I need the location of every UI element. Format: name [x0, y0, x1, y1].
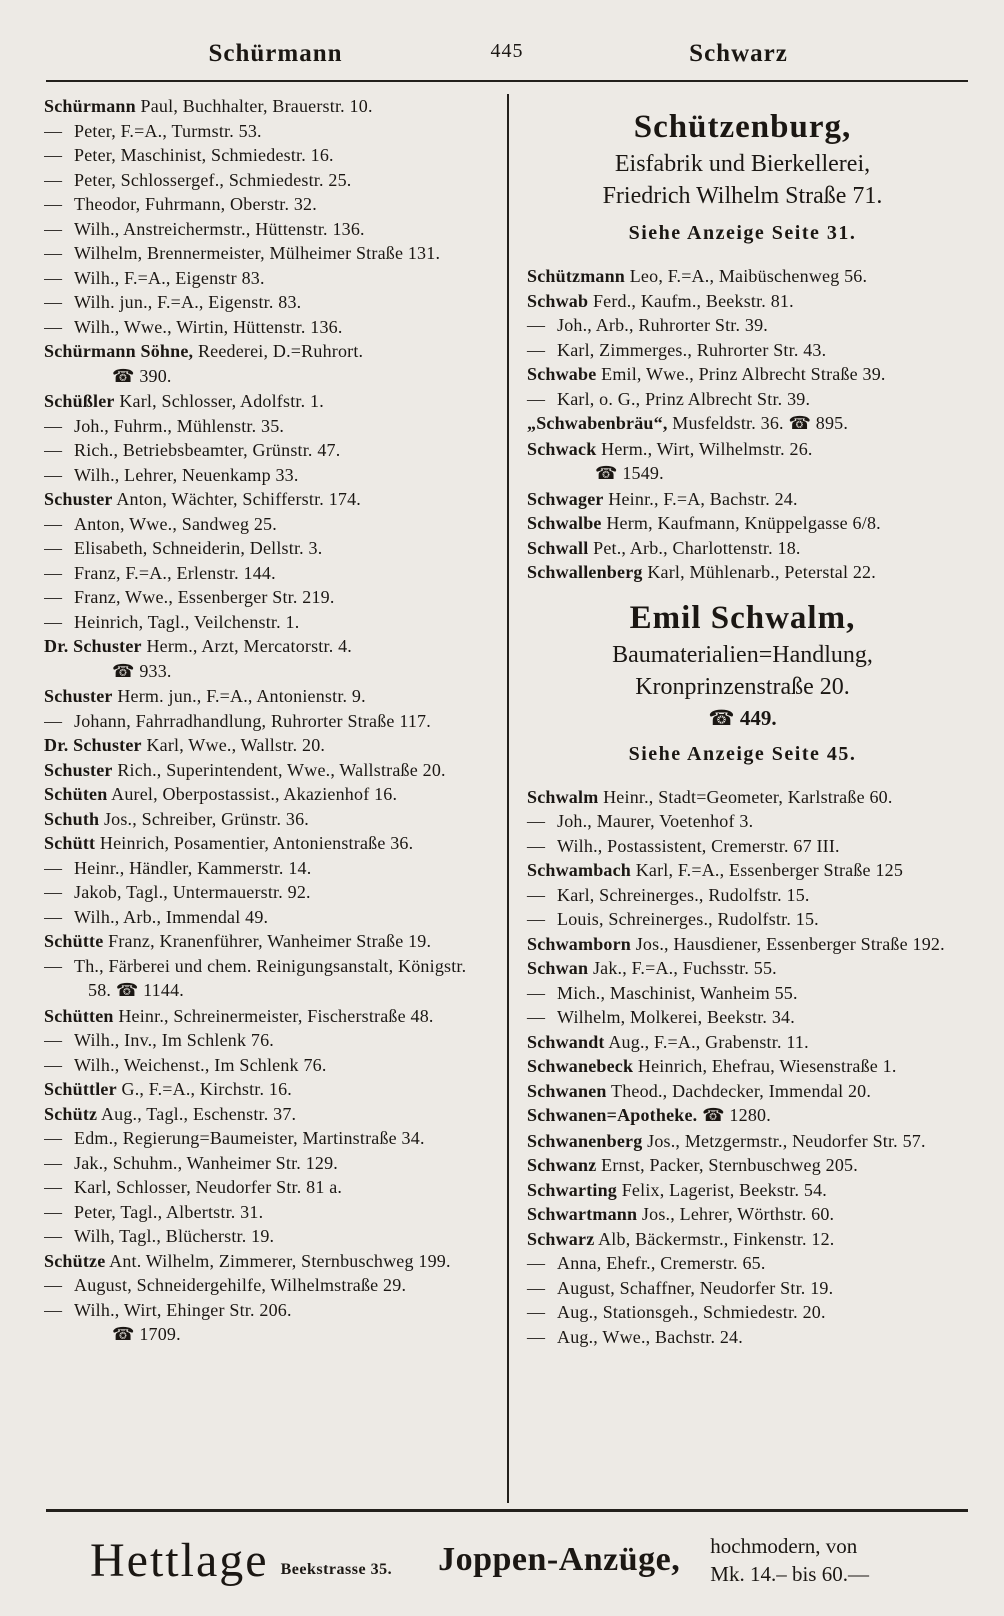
directory-entry: Schwartmann Jos., Lehrer, Wörthstr. 60.: [527, 1204, 835, 1224]
repeat-dash: —: [44, 1054, 63, 1075]
directory-entry: Schwalbe Herm, Kaufmann, Knüppelgasse 6/8.: [527, 513, 881, 533]
directory-entry: — Wilh, Tagl., Blücherstr. 19.: [44, 1224, 467, 1249]
phone-number: ☎ 933.: [112, 660, 172, 682]
entry-surname: Dr. Schuster: [44, 636, 142, 656]
directory-entry: — Joh., Maurer, Voetenhof 3.: [527, 809, 958, 834]
directory-entry: — Heinr., Händler, Kammerstr. 14.: [44, 856, 467, 881]
repeat-dash: —: [44, 857, 63, 878]
header-keyword-left: Schürmann: [208, 40, 343, 67]
telephone-icon: ☎: [708, 705, 735, 730]
phone-number: ☎ 1144.: [115, 980, 184, 1001]
directory-entry: Schwanz Ernst, Packer, Sternbuschweg 205.: [527, 1155, 858, 1175]
entry-surname: Schwanen=Apotheke.: [527, 1105, 698, 1125]
entry-surname: Schüßler: [44, 391, 115, 411]
directory-entry: — Louis, Schreinerges., Rudolfstr. 15.: [527, 907, 958, 932]
directory-entry: — Aug., Wwe., Bachstr. 24.: [527, 1325, 958, 1350]
repeat-dash: —: [44, 292, 63, 312]
header-keyword-right: Schwarz: [689, 40, 788, 67]
entry-surname: Schuster: [44, 686, 113, 706]
directory-entry: — Peter, F.=A., Turmstr. 53.: [44, 119, 467, 144]
directory-entry: Schüttler G., F.=A., Kirchstr. 16.: [44, 1079, 293, 1099]
ad-line-tel: ☎ 449.: [708, 705, 777, 730]
ad-line-sub: Kronprinzenstraße 20.: [635, 673, 850, 700]
directory-entry: — Jak., Schuhm., Wanheimer Str. 129.: [44, 1151, 467, 1176]
repeat-dash: —: [44, 955, 63, 976]
repeat-dash: —: [44, 169, 63, 190]
page-number: 445: [490, 40, 524, 62]
repeat-dash: —: [44, 513, 63, 534]
phone-number: ☎ 895.: [788, 413, 849, 434]
entry-surname: Schuster: [44, 759, 113, 780]
entry-surname: Schwartmann: [527, 1204, 638, 1224]
repeat-dash: —: [44, 145, 63, 165]
directory-entry: [527, 1103, 958, 1129]
directory-entry: Schwanen Theod., Dachdecker, Immendal 20.: [527, 1080, 872, 1101]
entry-surname: Schüttler: [44, 1079, 117, 1099]
repeat-dash: —: [44, 906, 63, 927]
repeat-dash: —: [44, 1030, 63, 1050]
directory-entry: — Franz, Wwe., Essenberger Str. 219.: [44, 585, 467, 610]
repeat-dash: —: [527, 835, 546, 856]
directory-entry: — Wilh., Postassistent, Cremerstr. 67 III.: [527, 834, 958, 859]
directory-column-left: [44, 94, 507, 1503]
telephone-icon: ☎: [702, 1105, 725, 1126]
directory-entry: Schütt Heinrich, Posamentier, Antonienstraße 36.: [44, 833, 414, 853]
repeat-dash: —: [44, 1152, 63, 1173]
directory-entry: — August, Schaffner, Neudorfer Str. 19.: [527, 1276, 958, 1301]
telephone-icon: ☎: [112, 660, 135, 682]
repeat-dash: —: [527, 1302, 546, 1322]
entry-surname: Schürmann: [44, 96, 136, 116]
directory-entry: — Wilhelm, Molkerei, Beekstr. 34.: [527, 1005, 958, 1030]
telephone-icon: ☎: [595, 463, 618, 484]
repeat-dash: —: [44, 611, 63, 632]
entry-surname: Schwarting: [527, 1179, 618, 1200]
directory-entry: Schwarting Felix, Lagerist, Beekstr. 54.: [527, 1179, 827, 1200]
phone-number: ☎ 1709.: [112, 1324, 181, 1345]
repeat-dash: —: [527, 884, 546, 905]
directory-entry: — Edm., Regierung=Baumeister, Martinstraße 34.: [44, 1126, 467, 1151]
ad-line-sub: Friedrich Wilhelm Straße 71.: [602, 183, 883, 209]
repeat-dash: —: [44, 440, 63, 460]
directory-entry: — Wilh., Arb., Immendal 49.: [44, 905, 467, 930]
footer-price-line2: Mk. 14.– bis 60.—: [710, 1562, 869, 1586]
directory-entry: Schuster Herm. jun., F.=A., Antonienstr. 9.: [44, 686, 366, 706]
directory-entry: Schuster Anton, Wächter, Schifferstr. 174.: [44, 489, 361, 509]
entry-surname: Schwall: [527, 537, 589, 558]
directory-entry: — Peter, Schlossergef., Schmiedestr. 25.: [44, 168, 467, 193]
directory-entry: Schuster Rich., Superintendent, Wwe., Wallstraße 20.: [44, 759, 446, 780]
directory-entry: — Aug., Stationsgeh., Schmiedestr. 20.: [527, 1300, 958, 1325]
repeat-dash: —: [44, 1128, 63, 1148]
directory-entry: — Wilhelm, Brennermeister, Mülheimer Straße 131.: [44, 241, 467, 266]
directory-entry: — Jakob, Tagl., Untermauerstr. 92.: [44, 880, 467, 905]
entry-surname: Schwarz: [527, 1228, 595, 1249]
repeat-dash: —: [44, 562, 63, 583]
directory-entry: — Karl, Zimmerges., Ruhrorter Str. 43.: [527, 338, 958, 363]
directory-entry: — Anton, Wwe., Sandweg 25.: [44, 512, 467, 537]
directory-entry: Schwall Pet., Arb., Charlottenstr. 18.: [527, 537, 801, 558]
directory-entry: Schüten Aurel, Oberpostassist., Akazienhof 16.: [44, 784, 398, 804]
footer-price-line1: hochmodern, von: [710, 1534, 858, 1558]
entry-surname: Schwalbe: [527, 513, 602, 533]
directory-entry: — Wilh., F.=A., Eigenstr 83.: [44, 266, 467, 291]
repeat-dash: —: [44, 710, 63, 731]
directory-entry: — Wilh., Wirt, Ehinger Str. 206. ☎ 1709.: [44, 1298, 467, 1348]
directory-entry: Schuth Jos., Schreiber, Grünstr. 36.: [44, 808, 309, 829]
directory-entry: — Karl, o. G., Prinz Albrecht Str. 39.: [527, 387, 958, 412]
repeat-dash: —: [44, 243, 63, 263]
entry-surname: Schwager: [527, 488, 604, 509]
directory-entry: Schütz Aug., Tagl., Eschenstr. 37.: [44, 1103, 297, 1124]
directory-entry: — Peter, Maschinist, Schmiedestr. 16.: [44, 143, 467, 168]
directory-entry: — Joh., Arb., Ruhrorter Str. 39.: [527, 313, 958, 338]
entry-surname: Schwack: [527, 438, 597, 459]
directory-entry: Schütten Heinr., Schreinermeister, Fischerstraße 48.: [44, 1005, 434, 1026]
page-header: [44, 40, 970, 76]
entry-surname: Schwabe: [527, 364, 597, 384]
directory-entry: — Rich., Betriebsbeamter, Grünstr. 47.: [44, 438, 467, 463]
directory-entry: Schwack Herm., Wirt, Wilhelmstr. 26. ☎ 1549.: [527, 437, 958, 487]
directory-entry: Schwan Jak., F.=A., Fuchsstr. 55.: [527, 958, 777, 978]
directory-entry: — Wilh., Anstreichermstr., Hüttenstr. 136.: [44, 217, 467, 242]
directory-entry: Schürmann Paul, Buchhalter, Brauerstr. 10.: [44, 96, 373, 116]
directory-entry: — Theodor, Fuhrmann, Oberstr. 32.: [44, 192, 467, 217]
footer-brand-address: Beekstrasse 35.: [280, 1561, 393, 1578]
repeat-dash: —: [44, 1226, 63, 1246]
directory-entry: Schütze Ant. Wilhelm, Zimmerer, Sternbuschweg 199.: [44, 1250, 451, 1271]
directory-entry: Dr. Schuster Herm., Arzt, Mercatorstr. 4. ☎ 933.: [44, 634, 467, 684]
footer-product: Joppen-Anzüge,: [438, 1541, 681, 1578]
ad-line-notice: Siehe Anzeige Seite 31.: [628, 222, 857, 244]
repeat-dash: —: [44, 120, 63, 141]
directory-entry: — Anna, Ehefr., Cremerstr. 65.: [527, 1251, 958, 1276]
entry-surname: „Schwabenbräu“,: [527, 413, 668, 433]
directory-entry: Schwabe Emil, Wwe., Prinz Albrecht Straße 39.: [527, 364, 886, 384]
repeat-dash: —: [44, 464, 63, 485]
repeat-dash: —: [527, 315, 546, 335]
repeat-dash: —: [44, 587, 63, 607]
header-rule: [46, 80, 968, 82]
phone-number: ☎ 390.: [112, 365, 172, 387]
directory-entry: Schützmann Leo, F.=A., Maibüschenweg 56.: [527, 266, 868, 286]
repeat-dash: —: [44, 218, 63, 239]
advert-schuetzenburg: [527, 106, 958, 248]
directory-entry: — Karl, Schreinerges., Rudolfstr. 15.: [527, 883, 958, 908]
entry-surname: Schwallenberg: [527, 562, 643, 582]
repeat-dash: —: [527, 388, 546, 409]
directory-entry: — Franz, F.=A., Erlenstr. 144.: [44, 561, 467, 586]
footer-brand: Hettlage: [90, 1533, 269, 1587]
telephone-icon: ☎: [112, 1324, 135, 1345]
repeat-dash: —: [44, 316, 63, 337]
entry-surname: Schwambach: [527, 860, 632, 880]
ad-line-headline: Schützenburg,: [633, 109, 852, 145]
telephone-icon: ☎: [112, 365, 135, 387]
repeat-dash: —: [44, 415, 63, 436]
advert-emil-schwalm: [527, 597, 958, 769]
directory-entry: Schwanebeck Heinrich, Ehefrau, Wiesenstraße 1.: [527, 1056, 897, 1076]
directory-entry: „Schwabenbräu“, Musfeldstr. 36. ☎ 895.: [527, 413, 849, 434]
entry-surname: Schwan: [527, 958, 589, 978]
repeat-dash: —: [527, 811, 546, 831]
repeat-dash: —: [527, 1277, 546, 1298]
directory-entry: Schwanenberg Jos., Metzgermstr., Neudorfer Str. 57.: [527, 1130, 926, 1151]
repeat-dash: —: [44, 1177, 63, 1197]
directory-entry: Schürmann Söhne, Reederei, D.=Ruhrort. ☎ 390.: [44, 339, 467, 389]
directory-entry: — Wilh., Inv., Im Schlenk 76.: [44, 1028, 467, 1053]
directory-entry: Schwallenberg Karl, Mühlenarb., Peterstal 22.: [527, 562, 876, 582]
repeat-dash: —: [44, 1201, 63, 1222]
entry-surname: Schwanz: [527, 1155, 597, 1175]
footer-price-block: [710, 1532, 869, 1588]
footer-ad: [44, 1512, 970, 1616]
directory-entry: — Wilh., Wwe., Wirtin, Hüttenstr. 136.: [44, 315, 467, 340]
directory-entry: — Wilh., Weichenst., Im Schlenk 76.: [44, 1053, 467, 1078]
entry-surname: Schwandt: [527, 1031, 605, 1052]
entry-surname: Schuth: [44, 808, 100, 829]
repeat-dash: —: [527, 1007, 546, 1027]
directory-entry: Schwamborn Jos., Hausdiener, Essenberger Straße 192.: [527, 933, 945, 954]
directory-entry: — Joh., Fuhrm., Mühlenstr. 35.: [44, 414, 467, 439]
directory-entry: — Wilh. jun., F.=A., Eigenstr. 83.: [44, 290, 467, 315]
directory-entry: Schwarz Alb, Bäckermstr., Finkenstr. 12.: [527, 1228, 835, 1249]
entry-surname: Schwamborn: [527, 933, 632, 954]
entry-surname: Schüten: [44, 784, 108, 804]
repeat-dash: —: [44, 1275, 63, 1295]
directory-entry: — Karl, Schlosser, Neudorfer Str. 81 a.: [44, 1175, 467, 1200]
repeat-dash: —: [44, 538, 63, 558]
entry-surname: Schütte: [44, 931, 104, 951]
directory-entry: Schütte Franz, Kranenführer, Wanheimer Straße 19.: [44, 931, 432, 951]
entry-surname: Schütze: [44, 1250, 106, 1271]
phone-number: ☎ 1280.: [702, 1105, 771, 1126]
directory-entry: Schwager Heinr., F.=A, Bachstr. 24.: [527, 488, 798, 509]
directory-entry: Schüßler Karl, Schlosser, Adolfstr. 1.: [44, 391, 324, 411]
entry-surname: Schütz: [44, 1103, 98, 1124]
repeat-dash: —: [44, 267, 63, 288]
entry-surname: Schütten: [44, 1005, 114, 1026]
directory-entry: — Mich., Maschinist, Wanheim 55.: [527, 981, 958, 1006]
entry-surname: Schützmann: [527, 266, 626, 286]
entry-surname: Schwalm: [527, 786, 599, 807]
directory-column-right: [507, 94, 970, 1503]
directory-entry: — Th., Färberei und chem. Reinigungsanstalt, Königstr. 58. ☎ 1144.: [44, 955, 467, 1001]
directory-entry: Schwalm Heinr., Stadt=Geometer, Karlstraße 60.: [527, 786, 893, 807]
repeat-dash: —: [527, 909, 546, 929]
repeat-dash: —: [527, 1326, 546, 1347]
directory-entry: — Johann, Fahrradhandlung, Ruhrorter Straße 117.: [44, 709, 467, 734]
directory-columns: [44, 90, 970, 1503]
ad-line-sub: Eisfabrik und Bierkellerei,: [614, 151, 871, 177]
directory-entry: Dr. Schuster Karl, Wwe., Wallstr. 20.: [44, 735, 326, 755]
directory-entry: — August, Schneidergehilfe, Wilhelmstraße 29.: [44, 1273, 467, 1298]
directory-entry: — Peter, Tagl., Albertstr. 31.: [44, 1200, 467, 1225]
phone-number: ☎ 1549.: [595, 463, 664, 484]
ad-line-notice: Siehe Anzeige Seite 45.: [628, 742, 857, 765]
directory-entry: Schwambach Karl, F.=A., Essenberger Straße 125: [527, 860, 904, 880]
repeat-dash: —: [527, 982, 546, 1003]
repeat-dash: —: [527, 1253, 546, 1273]
entry-surname: Dr. Schuster: [44, 735, 142, 755]
ad-line-headline: Emil Schwalm,: [629, 599, 856, 636]
directory-entry: Schwandt Aug., F.=A., Grabenstr. 11.: [527, 1031, 809, 1052]
ad-line-sub: Baumaterialien=Handlung,: [612, 641, 873, 668]
entry-surname: Schwanen: [527, 1080, 607, 1101]
entry-surname: Schürmann Söhne,: [44, 341, 194, 361]
entry-surname: Schwanebeck: [527, 1056, 634, 1076]
telephone-icon: ☎: [788, 413, 812, 434]
entry-surname: Schwanenberg: [527, 1130, 643, 1151]
entry-surname: Schwab: [527, 290, 589, 311]
directory-entry: — Elisabeth, Schneiderin, Dellstr. 3.: [44, 536, 467, 561]
directory-entry: — Wilh., Lehrer, Neuenkamp 33.: [44, 463, 467, 488]
directory-entry: — Heinrich, Tagl., Veilchenstr. 1.: [44, 610, 467, 635]
entry-surname: Schuster: [44, 489, 113, 509]
directory-entry: Schwab Ferd., Kaufm., Beekstr. 81.: [527, 290, 794, 311]
repeat-dash: —: [527, 339, 546, 360]
telephone-icon: ☎: [115, 980, 139, 1001]
entry-surname: Schütt: [44, 833, 96, 853]
repeat-dash: —: [44, 1299, 63, 1320]
repeat-dash: —: [44, 194, 63, 214]
repeat-dash: —: [44, 882, 63, 902]
